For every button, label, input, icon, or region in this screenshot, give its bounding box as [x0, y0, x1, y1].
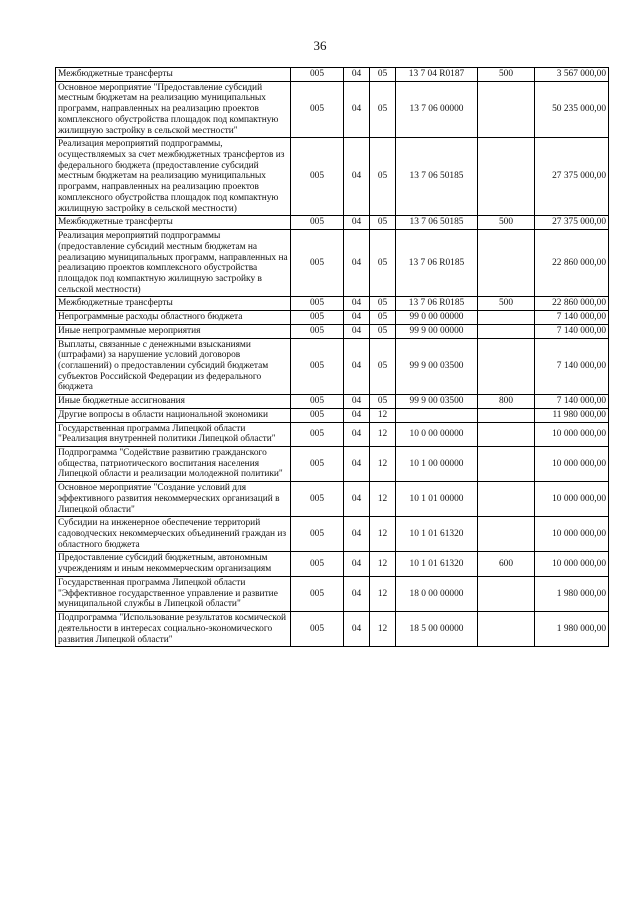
section-cell: 04 [344, 482, 370, 517]
target-article-cell: 99 9 00 03500 [396, 338, 478, 395]
table-row [56, 552, 609, 576]
ministry-code-cell: 005 [291, 81, 344, 138]
subsection-cell: 12 [370, 517, 396, 552]
row-name-cell: Межбюджетные трансферты [56, 216, 291, 230]
expense-type-cell [478, 517, 535, 552]
expense-type-cell: 500 [478, 68, 535, 82]
expense-type-cell: 800 [478, 395, 535, 409]
subsection-cell: 12 [370, 612, 396, 647]
table-row [56, 338, 609, 395]
row-name-cell: Основное мероприятие "Создание условий для эффективного развития некоммерческих организаций в Липецкой области" [56, 482, 291, 517]
amount-cell: 10 000 000,00 [535, 482, 609, 517]
row-name-cell: Подпрограмма "Использование результатов космической деятельности в интересах социально-экономического развития Липецкой области" [56, 612, 291, 647]
section-cell: 04 [344, 408, 370, 422]
amount-cell: 10 000 000,00 [535, 447, 609, 482]
target-article-cell: 10 1 01 61320 [396, 552, 478, 576]
expense-type-cell [478, 482, 535, 517]
amount-cell: 7 140 000,00 [535, 324, 609, 338]
subsection-cell: 05 [370, 68, 396, 82]
subsection-cell: 05 [370, 324, 396, 338]
table-row [56, 422, 609, 446]
subsection-cell: 12 [370, 576, 396, 611]
ministry-code-cell: 005 [291, 552, 344, 576]
expense-type-cell [478, 324, 535, 338]
ministry-code-cell: 005 [291, 324, 344, 338]
target-article-cell: 13 7 06 R0185 [396, 230, 478, 297]
amount-cell: 10 000 000,00 [535, 552, 609, 576]
expense-type-cell [478, 230, 535, 297]
subsection-cell: 05 [370, 311, 396, 325]
target-article-cell: 13 7 06 00000 [396, 81, 478, 138]
table-row [56, 216, 609, 230]
amount-cell: 1 980 000,00 [535, 576, 609, 611]
section-cell: 04 [344, 422, 370, 446]
table-row [56, 612, 609, 647]
amount-cell: 22 860 000,00 [535, 297, 609, 311]
target-article-cell: 99 9 00 03500 [396, 395, 478, 409]
target-article-cell: 99 0 00 00000 [396, 311, 478, 325]
target-article-cell: 13 7 06 50185 [396, 216, 478, 230]
row-name-cell: Реализация мероприятий подпрограммы (предоставление субсидий местным бюджетам на реализацию муниципальных программ, направленных на реализацию проектов комплексного обустройства площадок под компактную жилищную застройку в сельской местности) [56, 230, 291, 297]
section-cell: 04 [344, 395, 370, 409]
subsection-cell: 05 [370, 230, 396, 297]
expense-type-cell [478, 612, 535, 647]
subsection-cell: 12 [370, 422, 396, 446]
ministry-code-cell: 005 [291, 612, 344, 647]
subsection-cell: 05 [370, 395, 396, 409]
amount-cell: 50 235 000,00 [535, 81, 609, 138]
table-row [56, 81, 609, 138]
expense-type-cell [478, 81, 535, 138]
amount-cell: 1 980 000,00 [535, 612, 609, 647]
row-name-cell: Основное мероприятие "Предоставление субсидий местным бюджетам на реализацию муниципальных программ, направленных на реализацию проектов комплексного обустройства площадок под компактную жилищную застройку в сельской местности" [56, 81, 291, 138]
ministry-code-cell: 005 [291, 517, 344, 552]
row-name-cell: Непрограммные расходы областного бюджета [56, 311, 291, 325]
amount-cell: 7 140 000,00 [535, 338, 609, 395]
subsection-cell: 12 [370, 447, 396, 482]
ministry-code-cell: 005 [291, 395, 344, 409]
amount-cell: 11 980 000,00 [535, 408, 609, 422]
ministry-code-cell: 005 [291, 447, 344, 482]
ministry-code-cell: 005 [291, 230, 344, 297]
page-number: 36 [313, 38, 327, 53]
amount-cell: 7 140 000,00 [535, 311, 609, 325]
target-article-cell: 10 1 00 00000 [396, 447, 478, 482]
row-name-cell: Другие вопросы в области национальной экономики [56, 408, 291, 422]
expense-type-cell [478, 338, 535, 395]
table-row [56, 395, 609, 409]
amount-cell: 22 860 000,00 [535, 230, 609, 297]
target-article-cell: 99 9 00 00000 [396, 324, 478, 338]
target-article-cell: 13 7 06 50185 [396, 138, 478, 216]
target-article-cell: 10 1 01 61320 [396, 517, 478, 552]
section-cell: 04 [344, 68, 370, 82]
row-name-cell: Реализация мероприятий подпрограммы, осуществляемых за счет межбюджетных трансфертов из федерального бюджета (предоставление субсидий местным бюджетам на реализацию муниципальных программ, направленных на реализацию проектов комплексного обустройства площадок под компактную жилищную застройку в сельской местности) [56, 138, 291, 216]
section-cell: 04 [344, 297, 370, 311]
subsection-cell: 12 [370, 408, 396, 422]
row-name-cell: Субсидии на инженерное обеспечение территорий садоводческих некоммерческих объединений граждан из областного бюджета [56, 517, 291, 552]
expense-type-cell [478, 447, 535, 482]
amount-cell: 10 000 000,00 [535, 422, 609, 446]
row-name-cell: Выплаты, связанные с денежными взысканиями (штрафами) за нарушение условий договоров (соглашений) о предоставлении субсидий бюджетам субъектов Российской Федерации из федерального бюджета [56, 338, 291, 395]
subsection-cell: 05 [370, 81, 396, 138]
row-name-cell: Государственная программа Липецкой области "Эффективное государственное управление и развитие муниципальной службы в Липецкой области" [56, 576, 291, 611]
section-cell: 04 [344, 311, 370, 325]
ministry-code-cell: 005 [291, 68, 344, 82]
section-cell: 04 [344, 81, 370, 138]
table-row [56, 482, 609, 517]
table-row [56, 447, 609, 482]
subsection-cell: 05 [370, 338, 396, 395]
ministry-code-cell: 005 [291, 311, 344, 325]
section-cell: 04 [344, 216, 370, 230]
target-article-cell: 18 0 00 00000 [396, 576, 478, 611]
expense-type-cell: 600 [478, 552, 535, 576]
ministry-code-cell: 005 [291, 138, 344, 216]
section-cell: 04 [344, 138, 370, 216]
ministry-code-cell: 005 [291, 576, 344, 611]
expense-type-cell [478, 422, 535, 446]
section-cell: 04 [344, 612, 370, 647]
amount-cell: 27 375 000,00 [535, 216, 609, 230]
section-cell: 04 [344, 517, 370, 552]
expense-type-cell [478, 138, 535, 216]
table-row [56, 408, 609, 422]
expense-type-cell: 500 [478, 216, 535, 230]
expense-type-cell: 500 [478, 297, 535, 311]
table-row [56, 311, 609, 325]
subsection-cell: 12 [370, 552, 396, 576]
amount-cell: 3 567 000,00 [535, 68, 609, 82]
section-cell: 04 [344, 447, 370, 482]
subsection-cell: 05 [370, 297, 396, 311]
ministry-code-cell: 005 [291, 297, 344, 311]
section-cell: 04 [344, 576, 370, 611]
budget-table [55, 67, 609, 647]
table-row [56, 68, 609, 82]
section-cell: 04 [344, 552, 370, 576]
table-row [56, 576, 609, 611]
section-cell: 04 [344, 230, 370, 297]
ministry-code-cell: 005 [291, 422, 344, 446]
subsection-cell: 05 [370, 216, 396, 230]
target-article-cell: 10 0 00 00000 [396, 422, 478, 446]
expense-type-cell [478, 311, 535, 325]
section-cell: 04 [344, 324, 370, 338]
subsection-cell: 12 [370, 482, 396, 517]
target-article-cell: 10 1 01 00000 [396, 482, 478, 517]
row-name-cell: Иные бюджетные ассигнования [56, 395, 291, 409]
row-name-cell: Подпрограмма "Содействие развитию гражданского общества, патриотического воспитания населения Липецкой области и реализации молодежной политики" [56, 447, 291, 482]
table-row [56, 138, 609, 216]
amount-cell: 10 000 000,00 [535, 517, 609, 552]
section-cell: 04 [344, 338, 370, 395]
row-name-cell: Предоставление субсидий бюджетным, автономным учреждениям и иным некоммерческим организациям [56, 552, 291, 576]
expense-type-cell [478, 576, 535, 611]
target-article-cell: 18 5 00 00000 [396, 612, 478, 647]
subsection-cell: 05 [370, 138, 396, 216]
ministry-code-cell: 005 [291, 482, 344, 517]
row-name-cell: Государственная программа Липецкой области "Реализация внутренней политики Липецкой области" [56, 422, 291, 446]
ministry-code-cell: 005 [291, 216, 344, 230]
target-article-cell [396, 408, 478, 422]
amount-cell: 27 375 000,00 [535, 138, 609, 216]
table-row [56, 297, 609, 311]
row-name-cell: Межбюджетные трансферты [56, 68, 291, 82]
target-article-cell: 13 7 06 R0185 [396, 297, 478, 311]
table-row [56, 324, 609, 338]
table-row [56, 517, 609, 552]
ministry-code-cell: 005 [291, 408, 344, 422]
target-article-cell: 13 7 04 R0187 [396, 68, 478, 82]
table-row [56, 230, 609, 297]
ministry-code-cell: 005 [291, 338, 344, 395]
expense-type-cell [478, 408, 535, 422]
amount-cell: 7 140 000,00 [535, 395, 609, 409]
row-name-cell: Иные непрограммные мероприятия [56, 324, 291, 338]
row-name-cell: Межбюджетные трансферты [56, 297, 291, 311]
